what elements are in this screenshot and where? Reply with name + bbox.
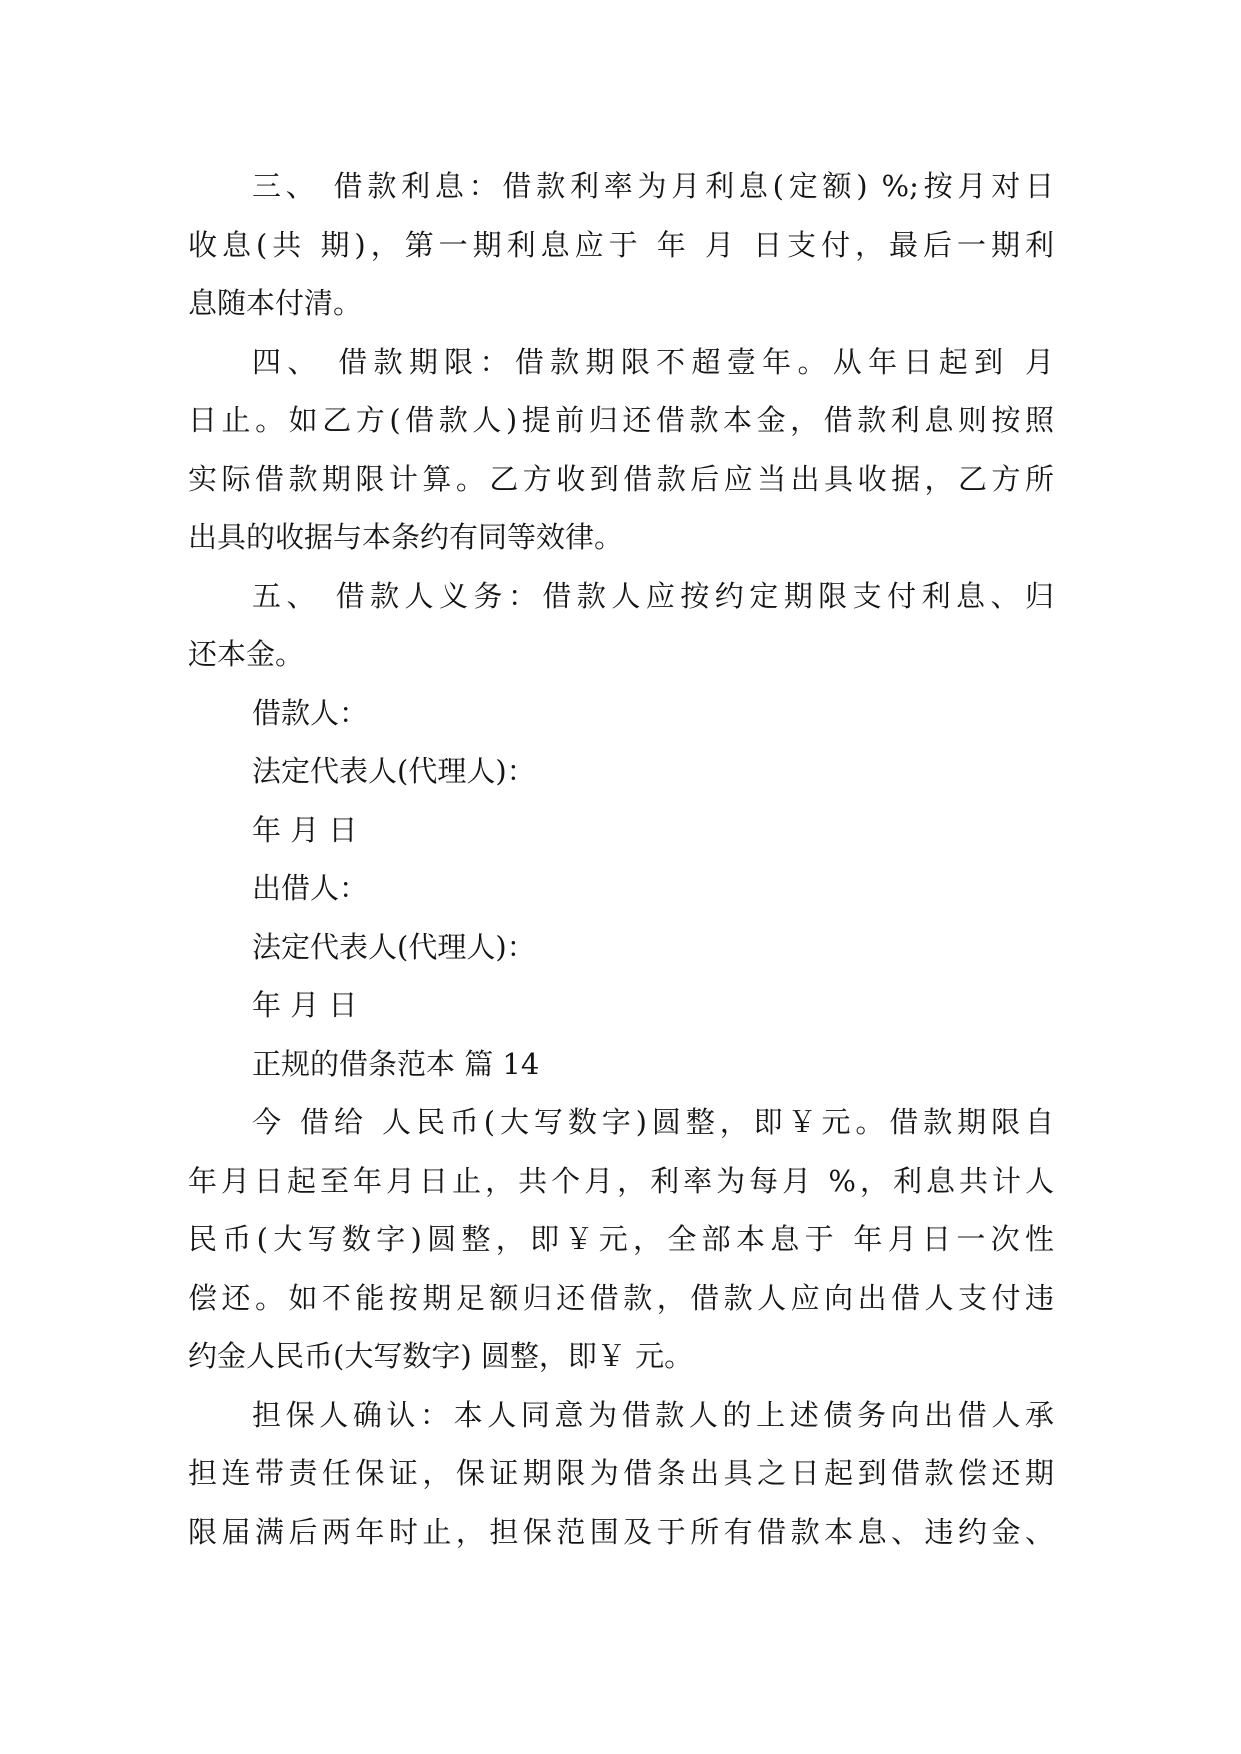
paragraph-line: 出具的收据与本条约有同等效律。 xyxy=(188,520,624,554)
clause-interest xyxy=(188,157,1054,333)
iou-body xyxy=(188,1093,1054,1386)
lender-date-label: 年 月 日 xyxy=(252,988,358,1022)
document-body xyxy=(188,157,1054,1561)
paragraph-line: 日止。如乙方(借款人)提前归还借款本金，借款利息则按照 xyxy=(188,403,1054,437)
lender-representative-label: 法定代表人(代理人)： xyxy=(252,929,536,964)
paragraph-line: 收息(共 期)，第一期利息应于 年 月 日支付，最后一期利 xyxy=(188,227,1054,262)
paragraph-line: 年月日起至年月日止，共个月，利率为每月 %，利息共计人 xyxy=(188,1163,1054,1198)
paragraph-line: 息随本付清。 xyxy=(188,286,363,320)
signature-lender xyxy=(188,859,1054,1035)
signature-borrower xyxy=(188,684,1054,860)
paragraph-line: 三、 借款利息：借款利率为月利息(定额) %;按月对日 xyxy=(252,169,1054,203)
guarantor-confirmation xyxy=(188,1386,1054,1562)
lender-label: 出借人： xyxy=(252,871,369,905)
borrower-date-label: 年 月 日 xyxy=(252,812,358,847)
paragraph-line: 五、 借款人义务：借款人应按约定期限支付利息、归 xyxy=(252,578,1054,613)
borrower-representative-label: 法定代表人(代理人)： xyxy=(252,754,536,788)
section-heading: 正规的借条范本 篇 14 xyxy=(252,1046,540,1081)
paragraph-line: 民币(大写数字)圆整，即￥元，全部本息于 年月日一次性 xyxy=(188,1222,1054,1256)
clause-obligation xyxy=(188,567,1054,684)
paragraph-line: 还本金。 xyxy=(188,637,305,671)
paragraph-line: 今 借给 人民币(大写数字)圆整，即￥元。借款期限自 xyxy=(252,1105,1054,1139)
paragraph-line: 偿还。如不能按期足额归还借款，借款人应向出借人支付违 xyxy=(188,1280,1054,1315)
paragraph-line: 担连带责任保证，保证期限为借条出具之日起到借款偿还期 xyxy=(188,1456,1054,1490)
paragraph-line: 限届满后两年时止，担保范围及于所有借款本息、违约金、 xyxy=(188,1514,1054,1549)
clause-term xyxy=(188,333,1054,567)
borrower-label: 借款人： xyxy=(252,695,369,730)
paragraph-line: 四、 借款期限：借款期限不超壹年。从年日起到 月 xyxy=(252,344,1054,379)
paragraph-line: 约金人民币(大写数字) 圆整，即￥ 元。 xyxy=(188,1339,694,1373)
paragraph-line: 担保人确认：本人同意为借款人的上述债务向出借人承 xyxy=(252,1397,1054,1432)
paragraph-line: 实际借款期限计算。乙方收到借款后应当出具收据，乙方所 xyxy=(188,461,1054,496)
